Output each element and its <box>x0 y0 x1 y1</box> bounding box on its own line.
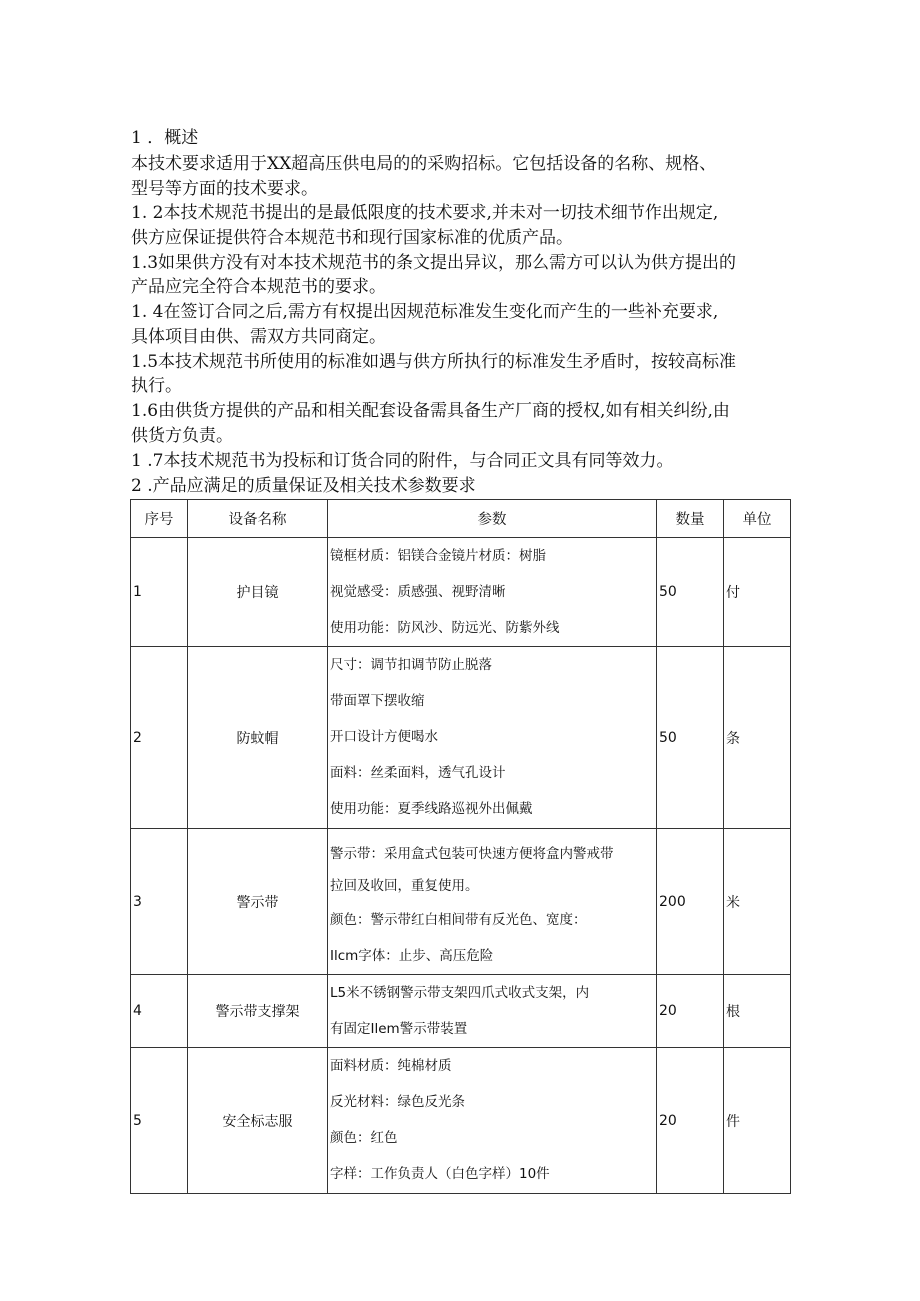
cell-name: 防蚊帽 <box>188 647 328 829</box>
param-line: 字样：工作负责人（白色字样）10件 <box>330 1166 550 1182</box>
table-row <box>131 1048 791 1194</box>
cell-unit: 根 <box>724 975 791 1048</box>
cell-unit: 件 <box>724 1048 791 1194</box>
paragraph-line: 供方应保证提供符合本规范书和现行国家标准的优质产品。 <box>131 228 573 248</box>
paragraph-line: 1.6由供货方提供的产品和相关配套设备需具备生产厂商的授权,如有相关纠纷,由 <box>131 401 730 421</box>
cell-qty: 20 <box>657 1048 724 1194</box>
param-line: 镜框材质：铝镁合金镜片材质：树脂 <box>330 548 546 564</box>
cell-qty: 200 <box>657 829 724 975</box>
cell-no: 3 <box>131 829 188 975</box>
param-line: 使用功能：防风沙、防远光、防紫外线 <box>330 620 560 636</box>
cell-unit: 米 <box>724 829 791 975</box>
param-line: 颜色：警示带红白相间带有反光色、宽度： <box>330 912 587 928</box>
header-name: 设备名称 <box>188 500 328 538</box>
cell-name: 警示带支撑架 <box>188 975 328 1048</box>
cell-name: 安全标志服 <box>188 1048 328 1194</box>
paragraph-line: 1. 4在签订合同之后,需方有权提出因规范标准发生变化而产生的一些补充要求, <box>131 302 719 322</box>
param-line: 有固定Ilem警示带装置 <box>330 1021 468 1037</box>
paragraph-line: 1 .7本技术规范书为投标和订货合同的附件，与合同正文具有同等效力。 <box>131 451 674 471</box>
paragraph-line: 1.3如果供方没有对本技术规范书的条文提出异议，那么需方可以认为供方提出的 <box>131 253 737 273</box>
param-line: L5米不锈钢警示带支架四爪式收式支架，内 <box>330 985 590 1001</box>
param-line: 开口设计方便喝水 <box>330 729 438 745</box>
header-unit: 单位 <box>724 500 791 538</box>
paragraph-line: 执行。 <box>131 376 182 396</box>
param-line: 反光材料：绿色反光条 <box>330 1094 465 1110</box>
table-row <box>131 829 791 975</box>
header-params: 参数 <box>328 500 657 538</box>
header-no: 序号 <box>131 500 188 538</box>
cell-no: 4 <box>131 975 188 1048</box>
table-row <box>131 975 791 1048</box>
section-1-heading: 1 ．概述 <box>131 128 199 148</box>
param-line: 带面罩下摆收缩 <box>330 693 425 709</box>
param-line: 警示带：采用盒式包装可快速方便将盒内警戒带 <box>330 846 614 862</box>
paragraph-line: 1. 2本技术规范书提出的是最低限度的技术要求,并未对一切技术细节作出规定, <box>131 203 719 223</box>
cell-qty: 20 <box>657 975 724 1048</box>
cell-unit: 付 <box>724 538 791 647</box>
table-row <box>131 538 791 647</box>
cell-params <box>328 829 657 975</box>
paragraph-line: 供货方负责。 <box>131 426 233 446</box>
param-line: 面料：丝柔面料，透气孔设计 <box>330 765 506 781</box>
table-row <box>131 647 791 829</box>
param-line: 面料材质：纯棉材质 <box>330 1058 452 1074</box>
cell-no: 2 <box>131 647 188 829</box>
paragraph-line: 具体项目由供、需双方共同商定。 <box>131 327 386 347</box>
cell-qty: 50 <box>657 538 724 647</box>
section-2-heading: 2 .产品应满足的质量保证及相关技术参数要求 <box>131 476 476 496</box>
cell-params <box>328 1048 657 1194</box>
paragraph-line: 产品应完全符合本规范书的要求。 <box>131 277 386 297</box>
param-line: 视觉感受：质感强、视野清晰 <box>330 584 506 600</box>
cell-params <box>328 647 657 829</box>
table-header-row <box>131 500 791 538</box>
cell-unit: 条 <box>724 647 791 829</box>
cell-params <box>328 975 657 1048</box>
cell-qty: 50 <box>657 647 724 829</box>
paragraph-line: 本技术要求适用于XX超高压供电局的的采购招标。它包括设备的名称、规格、 <box>131 154 717 174</box>
paragraph-line: 1.5本技术规范书所使用的标准如遇与供方所执行的标准发生矛盾时，按较高标准 <box>131 352 737 372</box>
paragraph-line: 型号等方面的技术要求。 <box>131 179 318 199</box>
cell-no: 1 <box>131 538 188 647</box>
param-line: Ilcm字体：止步、高压危险 <box>330 948 494 964</box>
cell-no: 5 <box>131 1048 188 1194</box>
requirements-table <box>130 499 791 1194</box>
cell-name: 护目镜 <box>188 538 328 647</box>
cell-name: 警示带 <box>188 829 328 975</box>
cell-params <box>328 538 657 647</box>
param-line: 颜色：红色 <box>330 1130 398 1146</box>
param-line: 尺寸：调节扣调节防止脱落 <box>330 657 492 673</box>
header-qty: 数量 <box>657 500 724 538</box>
param-line: 使用功能：夏季线路巡视外出佩戴 <box>330 801 533 817</box>
param-line: 拉回及收回，重复使用。 <box>330 878 479 894</box>
